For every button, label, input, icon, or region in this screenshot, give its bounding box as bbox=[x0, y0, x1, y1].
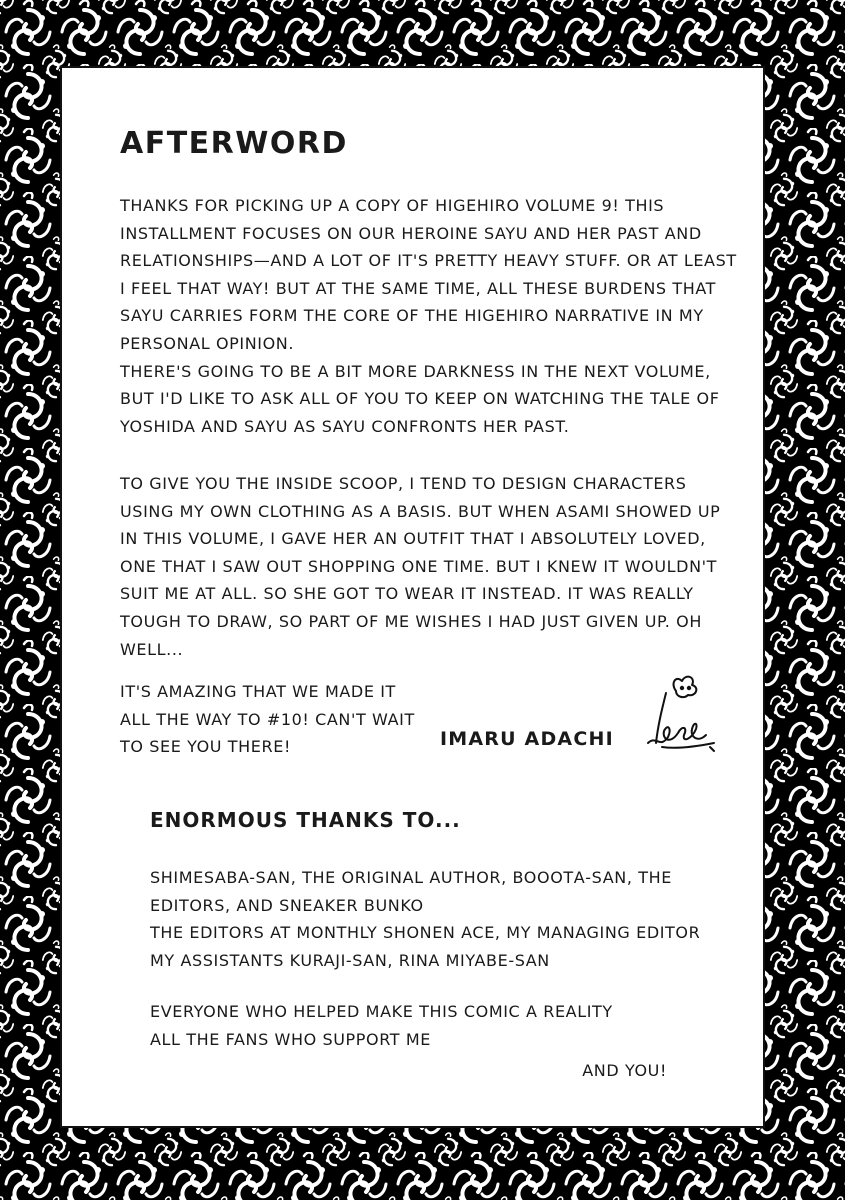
list-item: MY ASSISTANTS KURAJI-SAN, RINA MIYABE-SAN bbox=[150, 950, 550, 970]
thanks-list bbox=[150, 864, 720, 1054]
thanks-heading: ENORMOUS THANKS TO... bbox=[150, 808, 461, 832]
and-you-line: AND YOU! bbox=[582, 1061, 667, 1080]
list-item: EVERYONE WHO HELPED MAKE THIS COMIC A REALITY bbox=[150, 1002, 613, 1022]
author-name: IMARU ADACHI bbox=[440, 728, 614, 750]
page-title: AFTERWORD bbox=[120, 126, 348, 161]
afterword-paragraph-2: TO GIVE YOU THE INSIDE SCOOP, I TEND TO DESIGN CHARACTERS USING MY OWN CLOTHING AS A BASIS. BUT WHEN ASAMI SHOWED UP IN THIS VOLUME, I GAVE HER AN OUTFIT THAT I ABSOLUTELY LOVED, ONE THAT I SAW OUT SHOPPING ONE TIME. BUT I KNEW IT WOULDN'T SUIT ME AT ALL. SO SHE GOT TO WEAR IT INSTEAD. IT WAS REALLY TOUGH TO DRAW, SO PART OF ME WISHES I HAD JUST GIVEN UP. OH WELL... bbox=[120, 474, 721, 659]
afterword-panel bbox=[60, 66, 765, 1128]
afterword-paragraph-1: THANKS FOR PICKING UP A COPY OF HIGEHIRO VOLUME 9! THIS INSTALLMENT FOCUSES ON OUR HEROINE SAYU AND HER PAST AND RELATIONSHIPS—AND A LOT OF IT'S PRETTY HEAVY STUFF. OR AT LEAST I FEEL THAT WAY! BUT AT THE SAME TIME, ALL THESE BURDENS THAT SAYU CARRIES FORM THE CORE OF THE HIGEHIRO NARRATIVE IN MY PERSONAL OPINION. THERE'S GOING TO BE A BIT MORE DARKNESS IN THE NEXT VOLUME, BUT I'D LIKE TO ASK ALL OF YOU TO KEEP ON WATCHING THE TALE OF YOSHIDA AND SAYU AS SAYU CONFRONTS HER PAST. bbox=[120, 196, 737, 436]
list-item: ALL THE FANS WHO SUPPORT ME bbox=[150, 1029, 431, 1049]
list-item: SHIMESABA-SAN, THE ORIGINAL AUTHOR, BOOOTА-SAN, THE EDITORS, AND SNEAKER BUNKO bbox=[150, 868, 672, 915]
closing-note: IT'S AMAZING THAT WE MADE IT ALL THE WAY TO #10! CAN'T WAIT TO SEE YOU THERE! bbox=[120, 682, 415, 757]
list-item: THE EDITORS AT MONTHLY SHONEN ACE, MY MANAGING EDITOR bbox=[150, 923, 701, 943]
handwritten-signature-icon bbox=[610, 663, 720, 763]
